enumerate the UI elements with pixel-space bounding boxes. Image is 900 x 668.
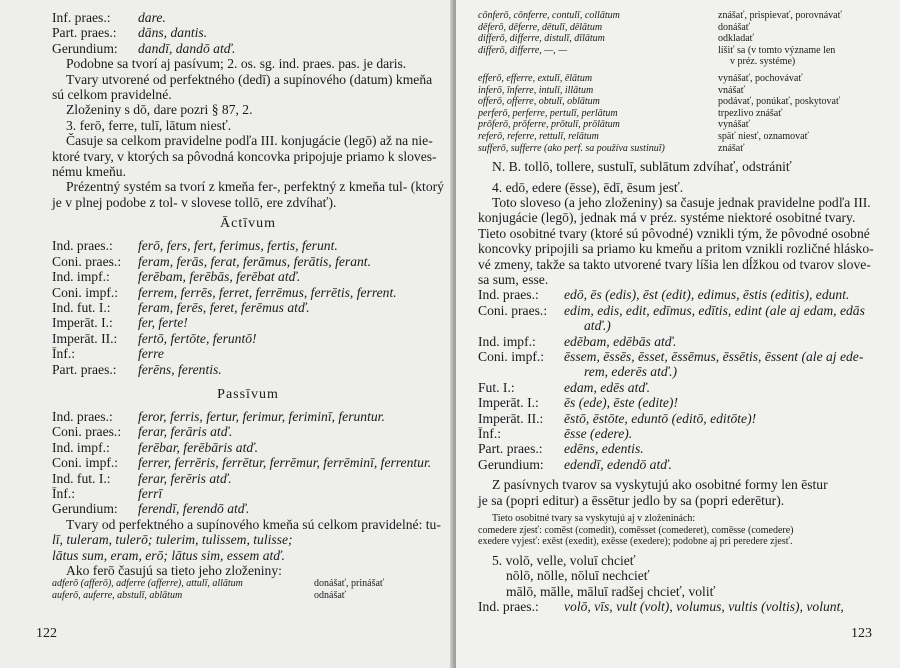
form-value: fer, ferte! [138, 315, 188, 331]
form-row [52, 409, 444, 424]
text-line: ktoré tvary, v ktorých sa pôvodná koncovka pripojuje priamo k sloves- [52, 148, 437, 164]
text-line: nōlō, nōlle, nōluī nechcieť [506, 568, 650, 584]
right-page [456, 0, 900, 668]
gloss-row [52, 578, 444, 590]
text-line: Časuje sa celkom pravidelne podľa III. konjugácie (legō) až na nie- [66, 133, 433, 149]
text-line: sa sum, esse. [478, 271, 549, 287]
edo-paragraph [478, 179, 874, 288]
gloss-meaning: odkladať [718, 33, 754, 45]
gloss-latin: sufferō, sufferre (ako perf. sa používa sustinuī) [478, 142, 665, 154]
form-label: Part. praes.: [52, 25, 117, 41]
gloss-row [478, 108, 870, 120]
volo-section [478, 553, 870, 615]
text-line: Tvary od perfektného a supínového kmeňa sú celkom pravidelné: tu- [66, 516, 441, 532]
form-label: Imperāt. II.: [478, 410, 544, 426]
form-label: Imperāt. II.: [52, 330, 118, 346]
gloss-meaning: podávať, ponúkať, poskytovať [718, 96, 841, 108]
gloss-meaning: späť niesť, oznamovať [718, 130, 809, 142]
form-value: rem, ederēs atď.) [584, 364, 678, 380]
text-line: Zloženiny s dō, dare pozri § 87, 2. [66, 102, 253, 118]
form-value: feram, ferēs, feret, ferēmus atď. [138, 299, 310, 315]
text-line: sú celkom pravidelné. [52, 87, 172, 103]
form-row [52, 440, 444, 455]
form-row [478, 395, 870, 410]
form-row [52, 315, 444, 330]
top-rows [52, 10, 444, 56]
form-label: Īnf.: [478, 426, 502, 442]
form-label: Ind. fut. I.: [52, 470, 111, 486]
text-line: konjugácie (legō), jednak má v préz. systéme niektoré osobitné tvary. [478, 210, 856, 226]
text-line: je v plnej podobe z tol- v slovese tollō, ere zdvíhať). [52, 194, 337, 210]
form-label: Coni. praes.: [52, 424, 122, 440]
form-row [52, 300, 444, 315]
edo-table [478, 287, 870, 472]
form-label: Imperāt. I.: [478, 395, 539, 411]
text-line: Ako ferō časujú sa tieto jeho zloženiny: [66, 563, 282, 578]
form-value: fertō, fertōte, feruntō! [138, 330, 257, 346]
form-value: volō, vīs, vult (volt), volumus, vultis (voltis), volunt, [564, 599, 844, 615]
gloss-list [478, 10, 870, 154]
form-label: Coni. impf.: [478, 349, 545, 364]
gloss-latin: differō, differre, distulī, dīlātum [478, 33, 605, 45]
text-line: vé zmeny, takže sa takto utvorené tvary líšia len dĺžkou od tvarov slove- [478, 256, 871, 272]
gloss-row [478, 143, 870, 155]
gloss-list [52, 578, 444, 601]
form-row [478, 303, 870, 318]
form-label: Ind. praes.: [52, 238, 113, 254]
gloss-latin: prōferō, prōferre, prōtulī, prōlātum [478, 119, 620, 131]
gloss-latin: efferō, efferre, extulī, ēlātum [478, 72, 593, 84]
form-row [478, 349, 870, 364]
form-value: ferar, ferāris atď. [138, 424, 233, 440]
small-note [478, 513, 870, 548]
form-label: Coni. impf.: [52, 455, 119, 471]
form-value: feror, ferris, fertur, ferimur, feriminī, feruntur. [138, 408, 385, 424]
form-label: Ind. praes.: [478, 599, 539, 615]
form-label: Coni. praes.: [478, 302, 548, 318]
gloss-meaning: v préz. systéme) [730, 56, 796, 68]
page-number-right: 123 [851, 626, 872, 641]
nb-note: N. B. tollō, tollere, sustulī, sublātum zdvíhať, odstrániť [492, 159, 792, 175]
form-label: Coni. impf.: [52, 284, 119, 300]
text-line: mālō, mālle, māluī radšej chcieť, voliť [506, 583, 716, 599]
form-value: ferēns, ferentis. [138, 361, 222, 377]
gloss-row [478, 96, 870, 108]
form-row [52, 501, 444, 516]
form-label [478, 364, 564, 379]
form-row [52, 486, 444, 501]
form-label: Īnf.: [52, 346, 76, 362]
form-value: atď.) [584, 318, 611, 334]
text-line: nému kmeňu. [52, 164, 126, 180]
note-line: Tieto osobitné tvary sa vyskytujú aj v zloženinách: [492, 513, 696, 525]
form-row [52, 10, 444, 25]
gloss-row [478, 73, 870, 85]
form-row [478, 287, 870, 302]
form-value: ēs (ede), ēste (edite)! [564, 395, 678, 411]
form-label: Ind. praes.: [52, 408, 113, 424]
gloss-meaning: trpezlivo znášať [718, 107, 783, 119]
form-row [52, 269, 444, 284]
form-row [52, 362, 444, 377]
form-row [478, 457, 870, 472]
form-value: edim, edis, edit, edīmus, edītis, edint (ale aj edam, edās [564, 302, 865, 318]
passivum-heading: Passīvum [217, 386, 279, 402]
form-value: edam, edēs atď. [564, 379, 651, 395]
form-label: Part. praes.: [478, 441, 543, 457]
gloss-meaning: vynášať [718, 119, 751, 131]
form-row [52, 331, 444, 346]
form-label: Ind. praes.: [478, 287, 539, 303]
gloss-latin: adferō (afferō), adferre (afferre), attulī, allātum [52, 578, 243, 590]
form-label: Gerundium: [52, 40, 118, 56]
gloss-meaning: odnášať [314, 590, 347, 601]
gloss-row [478, 45, 870, 57]
gloss-meaning: vynášať, pochovávať [718, 72, 803, 84]
form-value: ferrem, ferrēs, ferret, ferrēmus, ferrētis, ferrent. [138, 284, 397, 300]
form-value: ēsse (edere). [564, 426, 633, 442]
form-row [478, 426, 870, 441]
form-row [52, 285, 444, 300]
form-label: Gerundium: [478, 456, 544, 472]
gloss-latin: inferō, īnferre, intulī, illātum [478, 84, 594, 96]
gloss-meaning: znášať, prispievať, porovnávať [718, 10, 842, 21]
form-row [52, 471, 444, 486]
gloss-meaning: vnášať [718, 84, 746, 96]
gloss-row [52, 590, 444, 602]
form-value: ēssem, ēssēs, ēsset, ēssēmus, ēssētis, ēssent (ale aj ede- [564, 349, 864, 364]
form-value: ferō, fers, fert, ferimus, fertis, ferunt. [138, 238, 338, 254]
gloss-meaning: donášať, prinášať [314, 578, 385, 590]
form-value: edendī, edendō atď. [564, 456, 672, 472]
gloss-meaning: donášať [718, 21, 751, 33]
form-label [478, 318, 564, 333]
form-row [478, 411, 870, 426]
form-label: Inf. praes.: [52, 10, 111, 25]
gloss-row [478, 10, 870, 22]
gloss-row [478, 33, 870, 45]
form-label: Ind. impf.: [52, 439, 110, 455]
gloss-latin: cōnferō, cōnferre, contulī, collātum [478, 10, 620, 21]
form-value: edēbam, edēbās atď. [564, 333, 677, 349]
text-line: 4. edō, edere (ēsse), ēdī, ēsum jesť. [492, 179, 684, 195]
text-line: Tvary utvorené od perfektného (dedī) a supínového (datum) kmeňa [66, 71, 433, 87]
text-line: je sa (popri editur) a ēssētur jedlo by sa (popri ederētur). [478, 492, 785, 508]
text-line: Prézentný systém sa tvorí z kmeňa fer-, perfektný z kmeňa tul- (ktorý [66, 179, 444, 195]
gloss-latin: dēferō, dēferre, dētulī, dēlātum [478, 21, 603, 33]
form-row [52, 238, 444, 253]
form-row [52, 455, 444, 470]
text-line: 5. volō, velle, voluī chcieť [492, 552, 636, 568]
form-row [478, 364, 870, 379]
form-row [478, 599, 870, 614]
text-line: lātus sum, eram, erō; lātus sim, essem atď. [52, 547, 285, 563]
passive-note [478, 477, 870, 508]
gloss-meaning: líšiť sa (v tomto význame len [718, 44, 836, 56]
form-value: ferēbam, ferēbās, ferēbat atď. [138, 269, 301, 285]
gloss-row [478, 56, 870, 68]
form-row [52, 254, 444, 269]
form-value: feram, ferās, ferat, ferāmus, ferātis, ferant. [138, 253, 371, 269]
form-row [478, 318, 870, 333]
text-line: koncovky pripojili sa priamo ku kmeňu a pritom vznikli rozličné hlásko- [478, 241, 874, 257]
gloss-meaning: znášať [718, 142, 745, 154]
form-label: Ind. fut. I.: [52, 299, 111, 315]
form-value: ferendī, ferendō atď. [138, 501, 250, 517]
form-value: dandī, dandō atď. [138, 40, 236, 56]
passivum-table [52, 409, 444, 517]
form-label: Part. praes.: [52, 361, 117, 377]
text-line: Podobne sa tvorí aj pasívum; 2. os. sg. ind. praes. pas. je daris. [66, 56, 407, 72]
intro-paragraph [52, 56, 444, 210]
form-row [52, 424, 444, 439]
form-label: Ind. impf.: [478, 333, 536, 349]
form-label: Gerundium: [52, 501, 118, 517]
form-row [52, 41, 444, 56]
perfect-paragraph [52, 517, 444, 579]
text-line: Z pasívnych tvarov sa vyskytujú ako osobitné formy len ēstur [492, 477, 828, 493]
form-label: Imperāt. I.: [52, 315, 113, 331]
activum-table [52, 238, 444, 377]
gloss-latin: differō, differre, —, — [478, 44, 568, 56]
form-label: Ind. impf.: [52, 269, 110, 285]
form-value: dāns, dantis. [138, 25, 208, 41]
form-value: ferre [138, 346, 164, 362]
form-value: ferrer, ferrēris, ferrētur, ferrēmur, ferrēminī, ferrentur. [138, 455, 432, 471]
form-label: Īnf.: [52, 485, 76, 501]
form-value: dare. [138, 10, 166, 25]
form-value: edēns, edentis. [564, 441, 644, 457]
gloss-latin: auferō, auferre, abstulī, ablātum [52, 590, 183, 601]
gloss-row [478, 85, 870, 97]
text-line: Toto sloveso (a jeho zloženiny) sa časuje jednak pravidelne podľa III. [492, 194, 871, 210]
note-line: exedere vyjesť: exēst (exedit), exēsse (exedere); podobne aj pri peredere zjesť. [478, 536, 793, 548]
form-value: edō, ēs (edis), ēst (edit), edimus, ēstis (editis), edunt. [564, 287, 850, 303]
text-line: Tieto osobitné tvary (ktoré sú pôvodné) vznikli tým, že pôvodné osobné [478, 225, 870, 241]
form-row [52, 346, 444, 361]
text-line: 3. ferō, ferre, tulī, lātum niesť. [66, 117, 232, 133]
form-value: ferrī [138, 485, 163, 501]
gloss-row [478, 119, 870, 131]
page-number-left: 122 [36, 626, 57, 641]
gloss-latin [478, 56, 730, 68]
form-value: ēstō, ēstōte, eduntō (editō, editōte)! [564, 410, 757, 426]
activum-heading: Āctīvum [220, 216, 276, 232]
gloss-latin: perferō, perferre, pertulī, perlātum [478, 107, 618, 119]
gloss-row [478, 22, 870, 34]
gloss-latin: referō, referre, rettulī, relātum [478, 130, 599, 142]
note-line: comedere zjesť: comēst (comedit), comēsset (comederet), comēsse (comedere) [478, 524, 794, 536]
form-value: ferēbar, ferēbāris atď. [138, 439, 259, 455]
text-line: lī, tuleram, tulerō; tulerim, tulissem, tulisse; [52, 532, 293, 548]
form-label: Fut. I.: [478, 379, 515, 395]
form-row [478, 441, 870, 456]
gloss-latin: offerō, offerre, obtulī, oblātum [478, 96, 600, 108]
form-row [478, 334, 870, 349]
form-row [52, 25, 444, 40]
form-label: Coni. praes.: [52, 253, 122, 269]
form-row [478, 380, 870, 395]
gloss-row [478, 131, 870, 143]
form-value: ferar, ferēris atď. [138, 470, 232, 486]
